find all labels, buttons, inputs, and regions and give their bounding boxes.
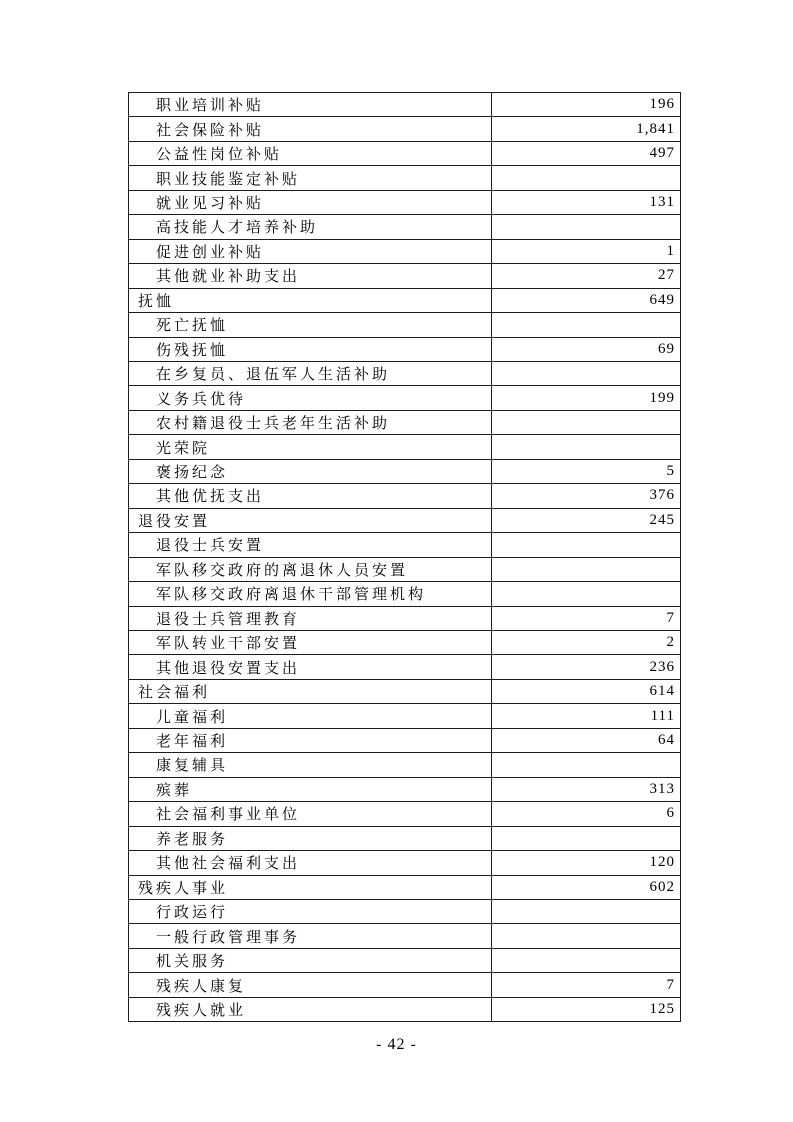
table-row: [129, 215, 680, 239]
row-value: 245: [649, 511, 675, 528]
table-row: [129, 851, 680, 875]
row-label: 一般行政管理事务: [129, 924, 492, 947]
row-label: 其他退役安置支出: [129, 655, 492, 678]
row-value: [492, 558, 680, 581]
table-row: [129, 729, 680, 753]
row-label: 其他优抚支出: [129, 484, 492, 507]
table-row: [129, 435, 680, 459]
row-value: 199: [649, 389, 675, 406]
table-row: [129, 680, 680, 704]
row-value: [492, 582, 680, 605]
row-label: 军队移交政府的离退休人员安置: [129, 558, 492, 581]
row-value: 196: [649, 96, 675, 113]
table-row: [129, 386, 680, 410]
page-number: - 42 -: [376, 1036, 417, 1053]
row-value: 1,841: [636, 120, 675, 137]
row-label: 促进创业补贴: [129, 240, 492, 263]
table-row: [129, 117, 680, 141]
table-row: [129, 509, 680, 533]
row-label: 残疾人就业: [129, 998, 492, 1021]
row-value: 614: [649, 683, 675, 700]
row-label: 老年福利: [129, 729, 492, 752]
row-value: [492, 900, 680, 923]
row-label: 儿童福利: [129, 704, 492, 727]
table-row: [129, 411, 680, 435]
row-label: 职业技能鉴定补贴: [129, 166, 492, 189]
table-row: [129, 264, 680, 288]
table-row: [129, 704, 680, 728]
row-label: 抚恤: [129, 289, 492, 312]
table-row: [129, 338, 680, 362]
row-value: [492, 411, 680, 434]
table-row: [129, 753, 680, 777]
budget-table: [128, 92, 681, 1022]
table-row: [129, 582, 680, 606]
row-value: 131: [649, 194, 675, 211]
row-label: 其他就业补助支出: [129, 264, 492, 287]
row-value: 5: [666, 463, 675, 480]
row-label: 其他社会福利支出: [129, 851, 492, 874]
row-label: 社会福利: [129, 680, 492, 703]
table-row: [129, 93, 680, 117]
table-row: [129, 631, 680, 655]
row-label: 退役士兵安置: [129, 533, 492, 556]
row-label: 死亡抚恤: [129, 313, 492, 336]
row-label: 在乡复员、退伍军人生活补助: [129, 362, 492, 385]
table-row: [129, 924, 680, 948]
row-value: [492, 435, 680, 458]
table-row: [129, 166, 680, 190]
row-label: 军队转业干部安置: [129, 631, 492, 654]
row-label: 军队移交政府离退休干部管理机构: [129, 582, 492, 605]
table-row: [129, 827, 680, 851]
row-value: [492, 166, 680, 189]
table-row: [129, 998, 680, 1021]
row-label: 行政运行: [129, 900, 492, 923]
table-row: [129, 313, 680, 337]
row-value: 236: [649, 658, 675, 675]
row-label: 殡葬: [129, 778, 492, 801]
table-row: [129, 533, 680, 557]
row-label: 褒扬纪念: [129, 460, 492, 483]
row-label: 康复辅具: [129, 753, 492, 776]
row-label: 社会保险补贴: [129, 117, 492, 140]
row-value: 6: [666, 805, 675, 822]
row-label: 社会福利事业单位: [129, 802, 492, 825]
row-label: 公益性岗位补贴: [129, 142, 492, 165]
row-value: 64: [658, 732, 675, 748]
row-label: 农村籍退役士兵老年生活补助: [129, 411, 492, 434]
row-value: 376: [649, 487, 675, 504]
row-value: [492, 533, 680, 556]
table-row: [129, 142, 680, 166]
row-value: [492, 949, 680, 972]
row-label: 残疾人事业: [129, 876, 492, 899]
table-row: [129, 778, 680, 802]
row-value: 1: [666, 242, 675, 259]
table-row: [129, 558, 680, 582]
table-row: [129, 460, 680, 484]
row-value: [492, 362, 680, 385]
row-value: [492, 313, 680, 336]
row-value: 2: [666, 634, 675, 651]
row-label: 退役安置: [129, 509, 492, 532]
row-label: 退役士兵管理教育: [129, 607, 492, 630]
row-label: 光荣院: [129, 435, 492, 458]
row-value: [492, 827, 680, 850]
table-row: [129, 484, 680, 508]
row-value: 7: [666, 976, 675, 993]
row-label: 就业见习补贴: [129, 191, 492, 214]
table-row: [129, 802, 680, 826]
row-label: 高技能人才培养补助: [129, 215, 492, 238]
row-label: 伤残抚恤: [129, 338, 492, 361]
row-label: 义务兵优待: [129, 386, 492, 409]
row-value: 497: [649, 145, 675, 162]
row-value: [492, 215, 680, 238]
row-value: 69: [658, 340, 675, 357]
row-value: [492, 924, 680, 947]
table-row: [129, 876, 680, 900]
row-value: [492, 753, 680, 776]
row-value: 125: [649, 1000, 675, 1017]
row-value: 111: [650, 707, 675, 724]
table-row: [129, 900, 680, 924]
row-value: 7: [666, 609, 675, 626]
table-row: [129, 240, 680, 264]
table-row: [129, 191, 680, 215]
table-row: [129, 655, 680, 679]
table-row: [129, 362, 680, 386]
row-label: 职业培训补贴: [129, 93, 492, 116]
row-value: 649: [649, 291, 675, 308]
row-label: 养老服务: [129, 827, 492, 850]
table-row: [129, 607, 680, 631]
row-value: 602: [649, 878, 675, 895]
row-value: 27: [658, 267, 675, 284]
row-label: 残疾人康复: [129, 973, 492, 996]
table-row: [129, 973, 680, 997]
table-row: [129, 289, 680, 313]
table-row: [129, 949, 680, 973]
row-value: 120: [649, 854, 675, 871]
row-value: 313: [649, 780, 675, 797]
row-label: 机关服务: [129, 949, 492, 972]
